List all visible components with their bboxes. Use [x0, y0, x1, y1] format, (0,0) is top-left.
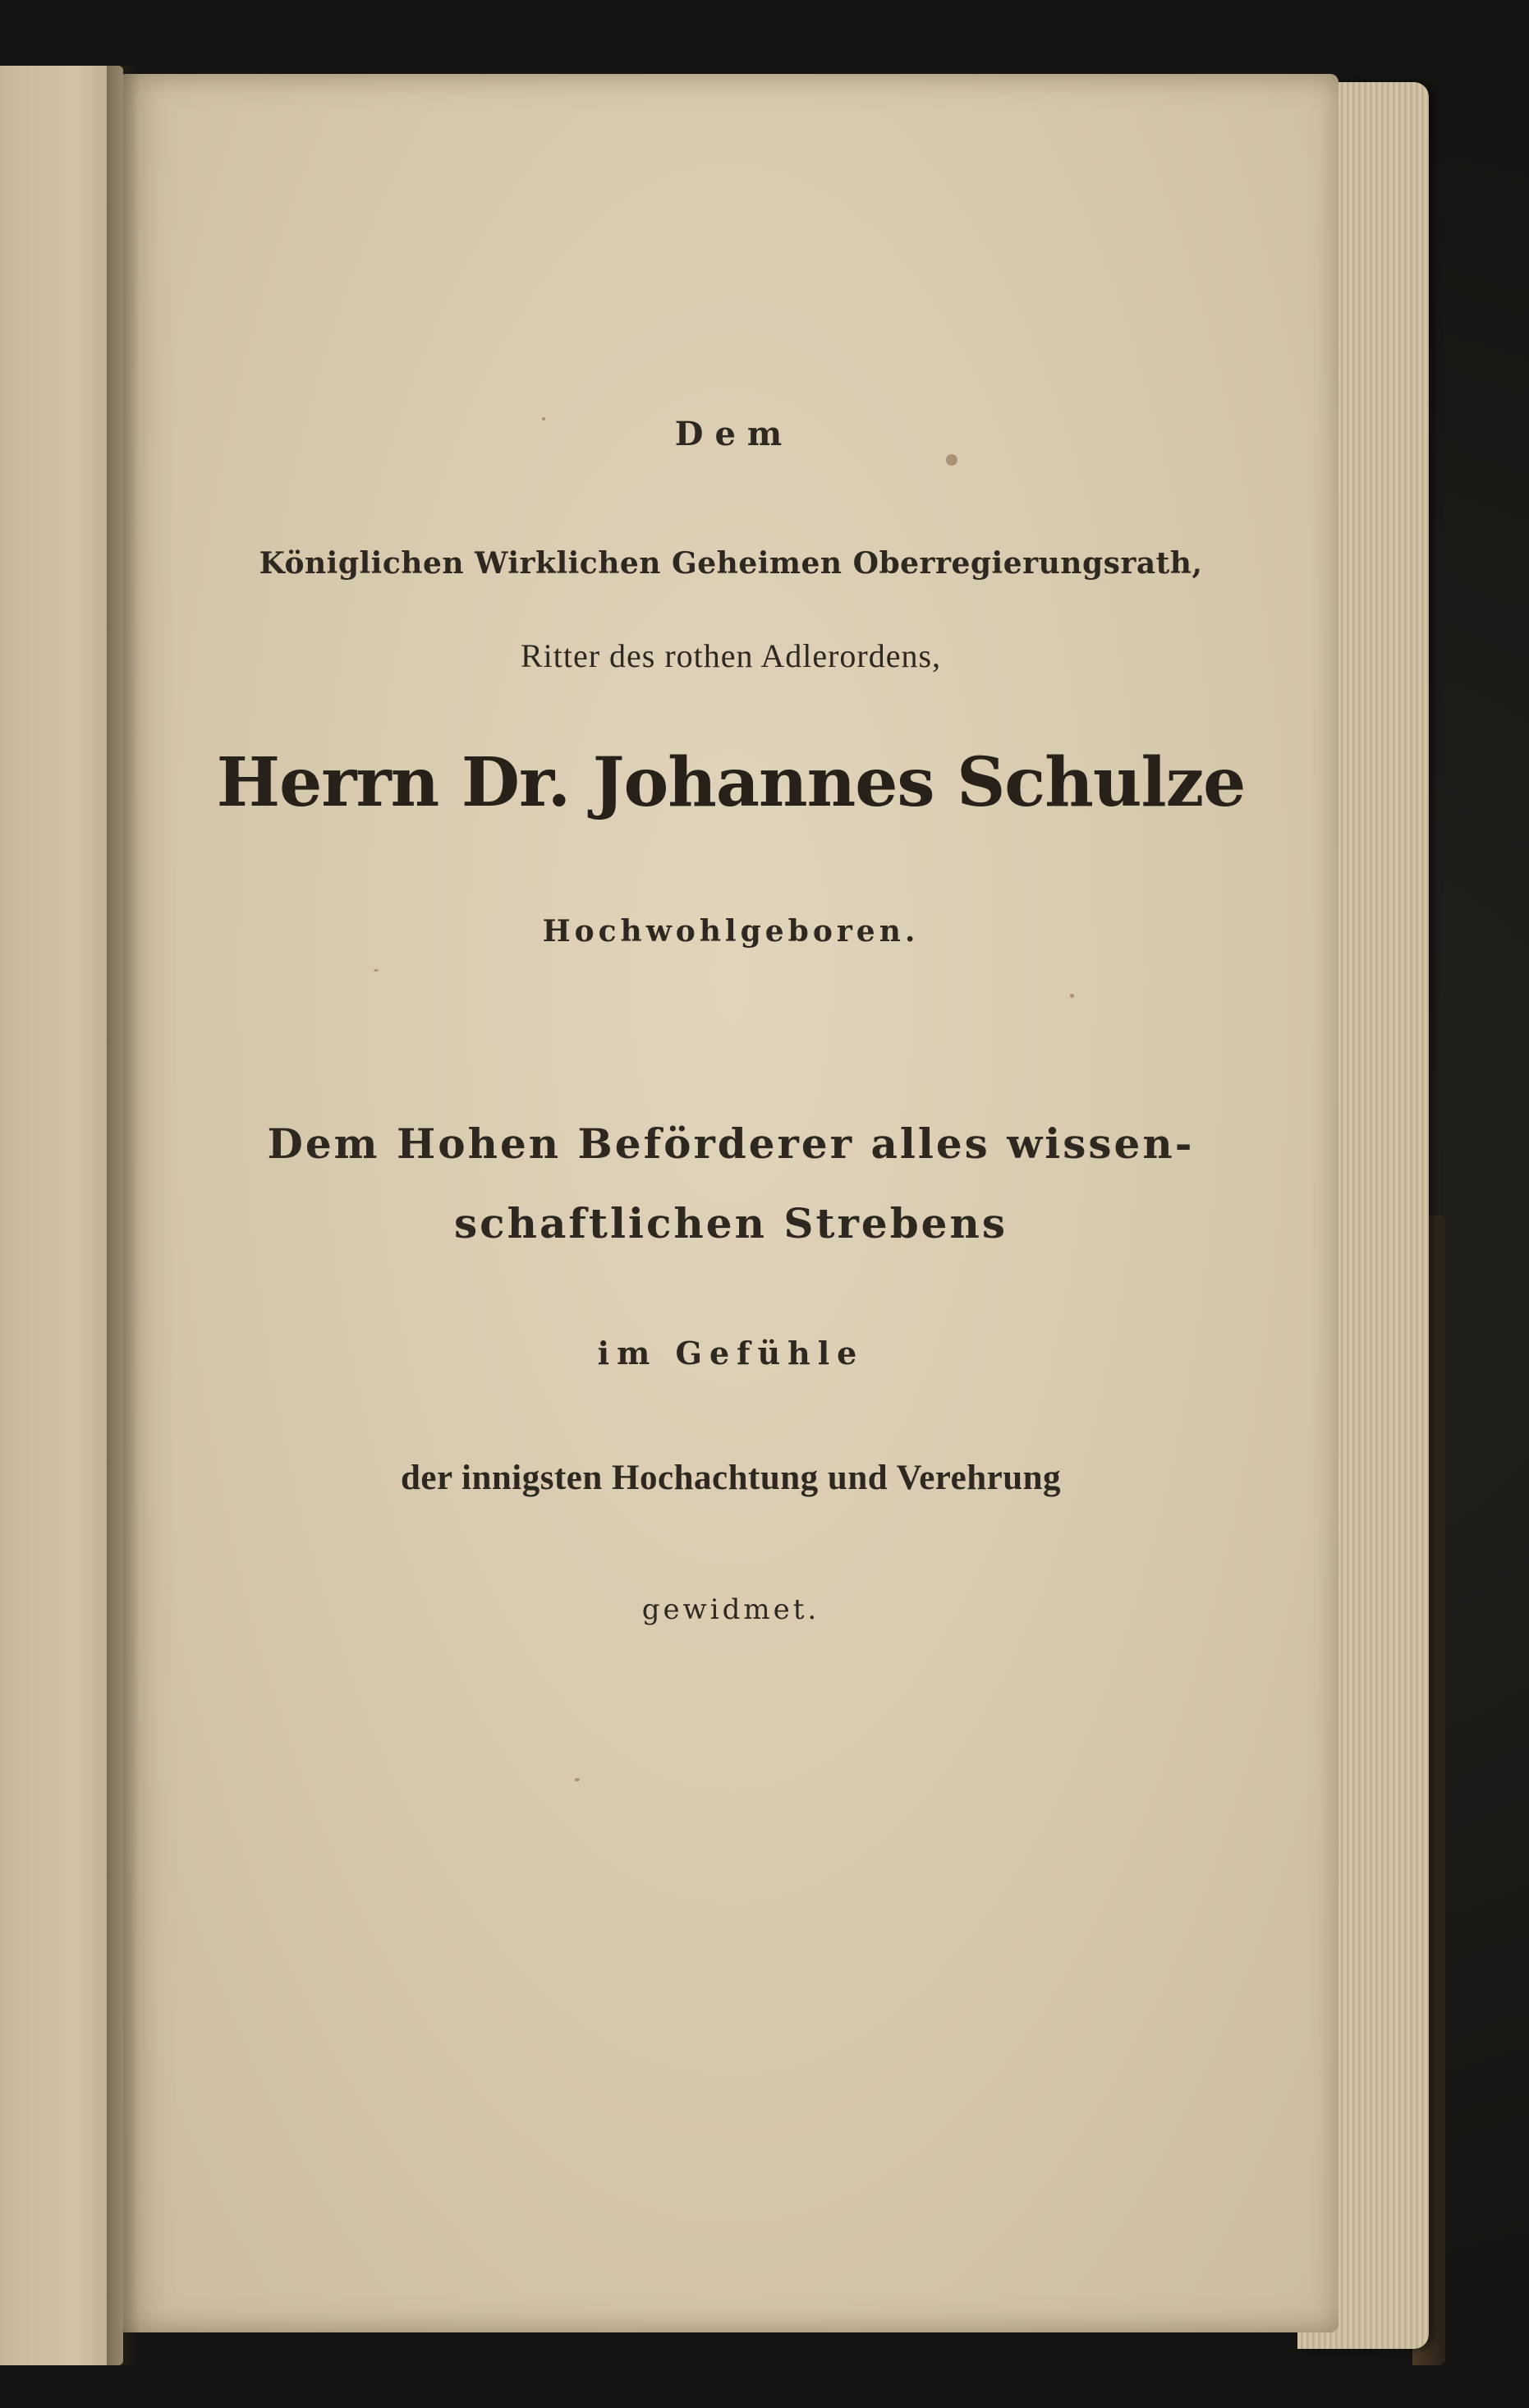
- dedication-line-title: Königlichen Wirklichen Geheimen Oberregierungsrath,: [259, 546, 1203, 581]
- dedication-line-order: Ritter des rothen Adlerordens,: [520, 637, 942, 674]
- dedication-line-respect: der innigsten Hochachtung und Verehrung: [400, 1459, 1062, 1497]
- dedication-recipient-name: Herrn Dr. Johannes Schulze: [216, 743, 1246, 822]
- dedication-line-dem: Dem: [674, 415, 794, 453]
- dedication-line-dedicated: gewidmet.: [641, 1593, 820, 1626]
- foxing-speck: [575, 1778, 580, 1781]
- dedication-line-feeling: im Gefühle: [597, 1335, 865, 1372]
- foxing-speck: [374, 969, 379, 972]
- dedication-line-promoter-1: Dem Hohen Beförderer alles wissen-: [267, 1119, 1195, 1168]
- dedication-line-honorific: Hochwohlgeboren.: [542, 914, 920, 949]
- foxing-speck: [946, 454, 957, 466]
- dedication-line-promoter-2: schaftlichen Strebens: [454, 1199, 1008, 1248]
- facing-page-left: [0, 66, 123, 2365]
- foxing-speck: [1070, 994, 1074, 998]
